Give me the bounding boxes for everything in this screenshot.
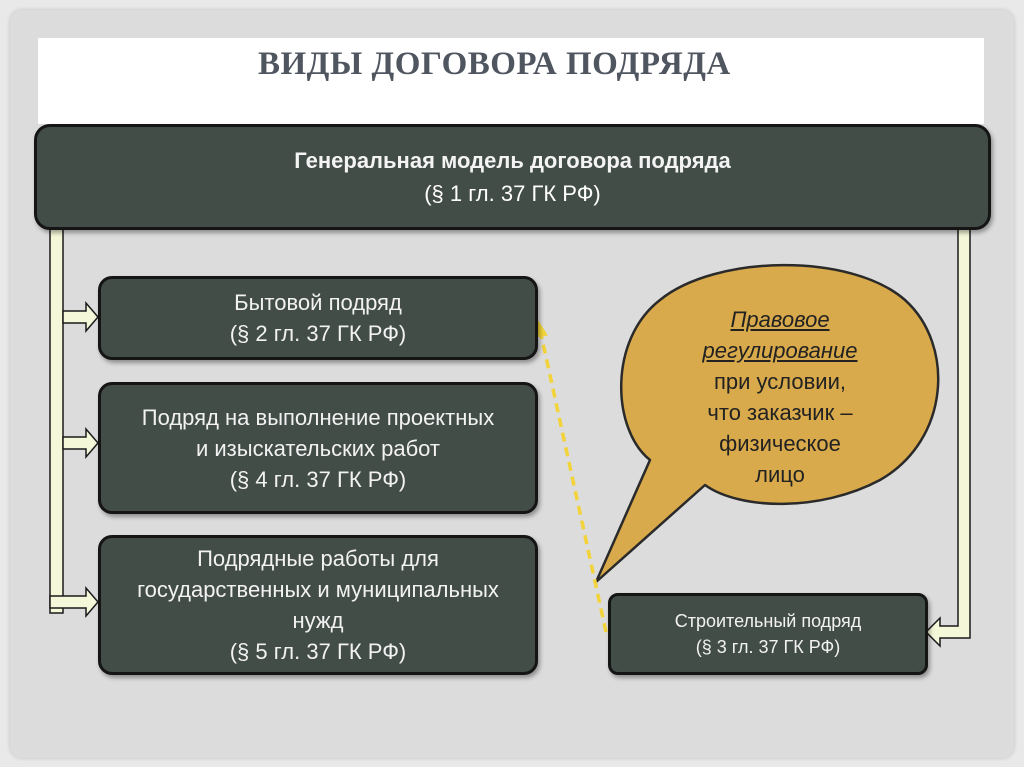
state-needs-line3: нужд (292, 608, 344, 633)
general-model-reference: (§ 1 гл. 37 ГК РФ) (424, 181, 601, 206)
callout-line5: физическое (719, 431, 841, 456)
callout-line3: при условии, (714, 369, 846, 394)
design-works-line1: Подряд на выполнение проектных (141, 404, 495, 430)
callout-line6: лицо (755, 462, 805, 487)
dashed-arrow-line (541, 334, 606, 632)
household-contract-box (98, 276, 538, 360)
general-model-box (34, 124, 991, 230)
arrow-to-construction (926, 228, 970, 646)
construction-contract-reference: (§ 3 гл. 37 ГК РФ) (695, 637, 841, 657)
state-needs-line2: государственных и муниципальных (137, 577, 499, 602)
design-works-line2: и изыскательских работ (195, 435, 440, 461)
general-model-title: Генеральная модель договора подряда (294, 148, 731, 173)
slide-title: ВИДЫ ДОГОВОРА ПОДРЯДА (258, 46, 731, 82)
state-needs-reference: (§ 5 гл. 37 ГК РФ) (229, 639, 407, 664)
household-contract-reference: (§ 2 гл. 37 ГК РФ) (229, 321, 407, 346)
construction-contract-title: Строительный подряд (674, 611, 862, 631)
design-works-box (98, 382, 538, 514)
left-trunk-connector (50, 228, 63, 613)
callout-line2: регулирование (702, 338, 858, 363)
household-contract-title: Бытовой подряд (234, 290, 402, 315)
design-works-reference: (§ 4 гл. 37 ГК РФ) (229, 466, 407, 492)
state-needs-box (98, 535, 538, 675)
arrow-to-household (63, 303, 98, 331)
arrow-to-design (63, 429, 98, 457)
construction-contract-box (608, 593, 928, 675)
state-needs-line1: Подрядные работы для (197, 546, 439, 571)
callout-line1: Правовое (730, 307, 830, 332)
callout-line4: что заказчик – (707, 400, 853, 425)
callout-text (645, 304, 915, 490)
